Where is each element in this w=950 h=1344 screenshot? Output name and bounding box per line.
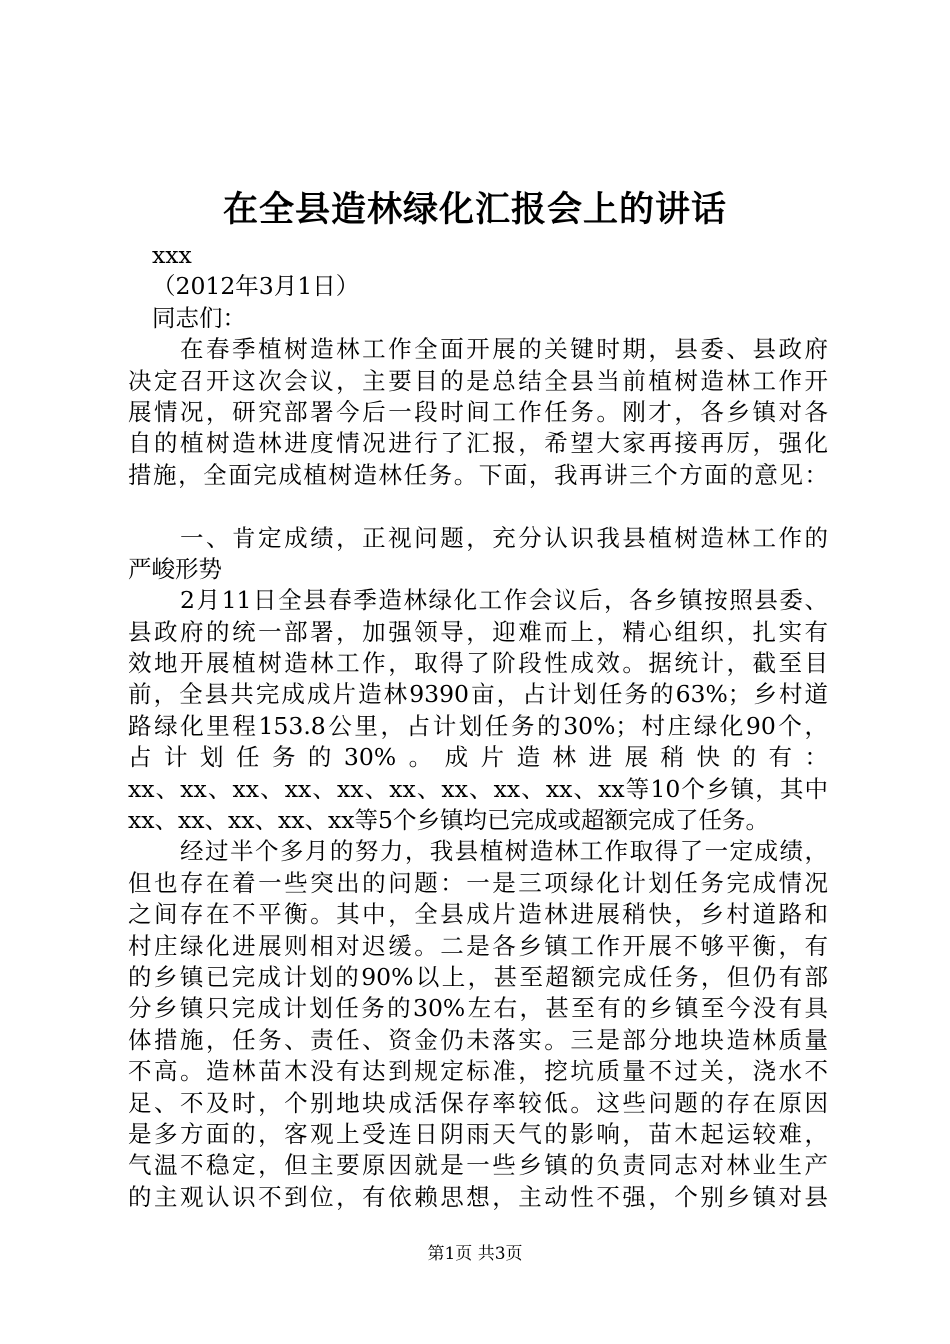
text-line: 足、不及时，个别地块成活保存率较低。这些问题的存在原因	[128, 1088, 828, 1117]
text-line: 的乡镇已完成计划的90%以上，甚至超额完成任务，但仍有部	[128, 962, 828, 991]
salutation: 同志们：	[152, 303, 246, 332]
paragraph-spacer	[128, 491, 828, 522]
paragraph-1	[128, 334, 828, 491]
text-line: 占计划任务的30%。成片造林进展稍快的有：	[128, 743, 828, 772]
text-line: 2月11日全县春季造林绿化工作会议后，各乡镇按照县委、	[180, 586, 828, 615]
text-line: 体措施，任务、责任、资金仍未落实。三是部分地块造林质量	[128, 1025, 828, 1054]
text-line: 在春季植树造林工作全面开展的关键时期，县委、县政府	[180, 335, 828, 364]
text-line: 县政府的统一部署，加强领导，迎难而上，精心组织，扎实有	[128, 617, 828, 646]
text-line: 前，全县共完成成片造林9390亩，占计划任务的63%；乡村道	[128, 680, 828, 709]
page-footer: 第1页 共3页	[427, 1244, 523, 1264]
document-body	[128, 240, 828, 1213]
text-line: xx、xx、xx、xx、xx等5个乡镇均已完成或超额完成了任务。	[128, 806, 769, 835]
text-line: 严峻形势	[128, 554, 222, 583]
text-line: xx、xx、xx、xx、xx、xx、xx、xx、xx、xx等10个乡镇，其中	[128, 774, 828, 803]
text-line: 展情况，研究部署今后一段时间工作任务。刚才，各乡镇对各	[128, 397, 828, 426]
text-line: 之间存在不平衡。其中，全县成片造林进展稍快，乡村道路和	[128, 900, 828, 929]
paragraph-3	[128, 836, 828, 1213]
section-heading	[128, 523, 828, 586]
text-line: 村庄绿化进展则相对迟缓。二是各乡镇工作开展不够平衡，有	[128, 931, 828, 960]
text-line: 经过半个多月的努力，我县植树造林工作取得了一定成绩，	[180, 837, 828, 866]
author-line: xxx	[152, 241, 192, 269]
text-line: 措施，全面完成植树造林任务。下面，我再讲三个方面的意见：	[128, 460, 828, 489]
paragraph-2	[128, 585, 828, 836]
date-line: （2012年3月1日）	[152, 272, 360, 301]
text-line: 决定召开这次会议，主要目的是总结全县当前植树造林工作开	[128, 366, 828, 395]
text-line: 自的植树造林进度情况进行了汇报，希望大家再接再厉，强化	[128, 429, 828, 458]
document-title: 在全县造林绿化汇报会上的讲话	[222, 189, 727, 230]
text-line: 一、肯定成绩，正视问题，充分认识我县植树造林工作的	[180, 523, 828, 552]
text-line: 但也存在着一些突出的问题：一是三项绿化计划任务完成情况	[128, 868, 828, 897]
text-line: 路绿化里程153.8公里，占计划任务的30%；村庄绿化90个，	[128, 711, 828, 740]
text-line: 气温不稳定，但主要原因就是一些乡镇的负责同志对林业生产	[128, 1151, 828, 1180]
text-line: 分乡镇只完成计划任务的30%左右，甚至有的乡镇至今没有具	[128, 994, 828, 1023]
text-line: 不高。造林苗木没有达到规定标准，挖坑质量不过关，浇水不	[128, 1057, 828, 1086]
text-line: 效地开展植树造林工作，取得了阶段性成效。据统计，截至目	[128, 649, 828, 678]
text-line: 是多方面的，客观上受连日阴雨天气的影响，苗木起运较难，	[128, 1119, 828, 1148]
text-line: 的主观认识不到位，有依赖思想，主动性不强，个别乡镇对县	[128, 1182, 828, 1211]
